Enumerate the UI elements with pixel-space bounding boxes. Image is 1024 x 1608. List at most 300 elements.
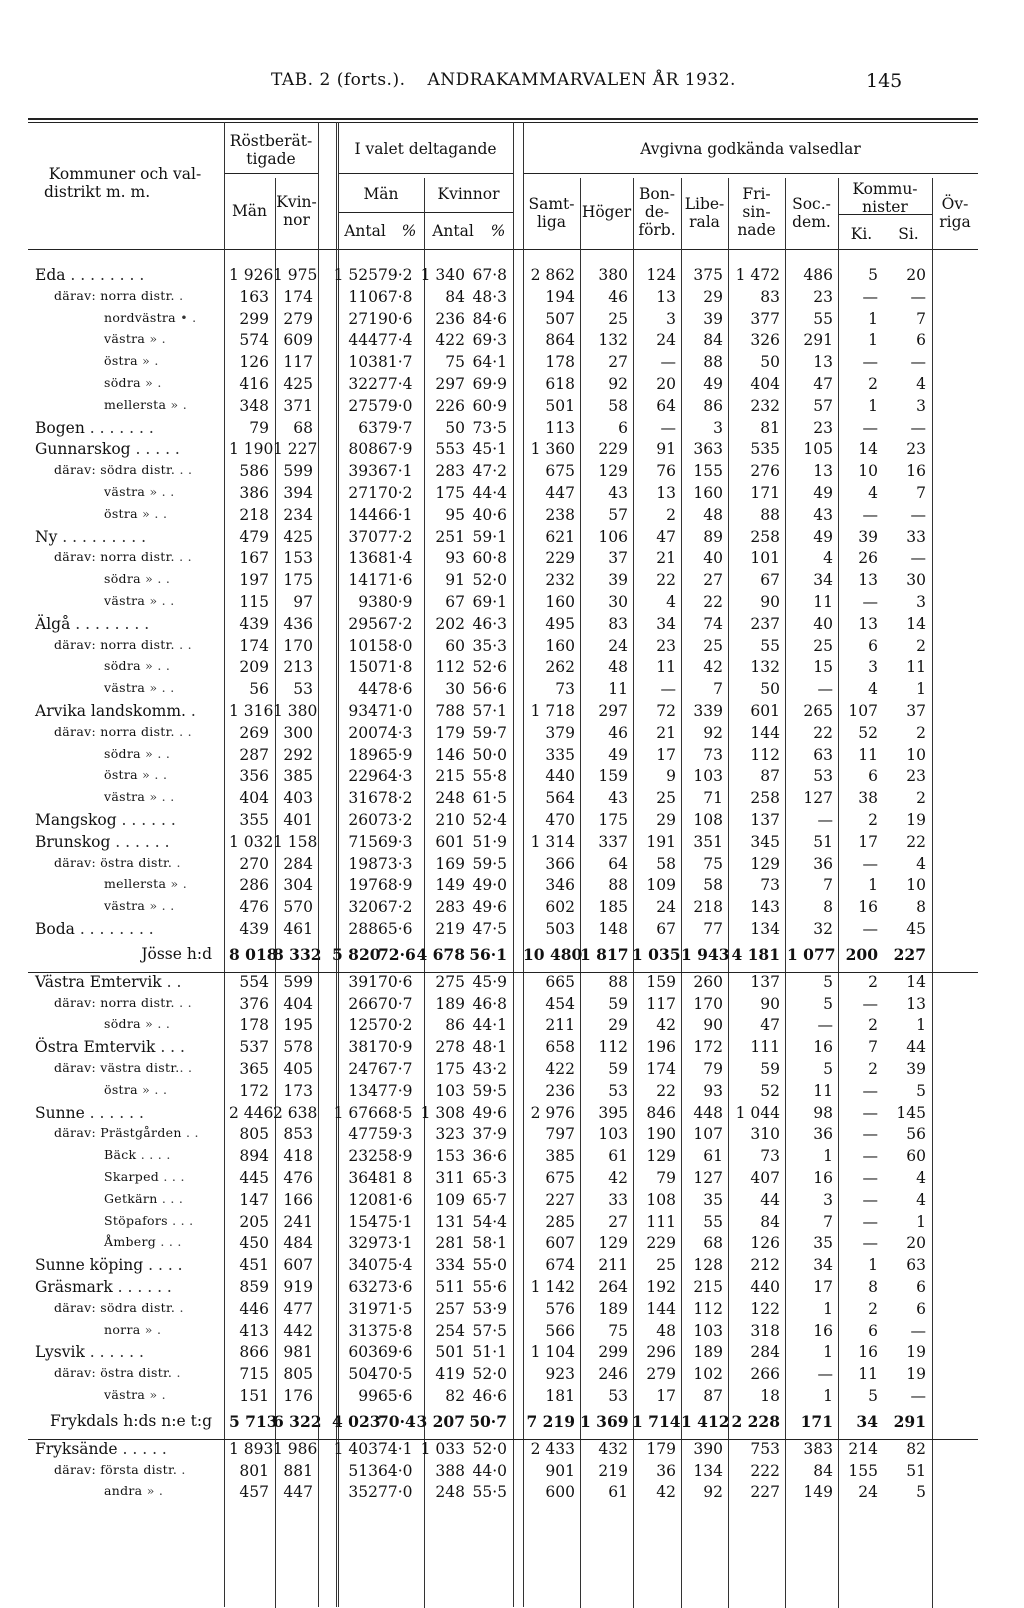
cell-value: 3 xyxy=(666,309,676,328)
cell-value: 23 xyxy=(906,767,926,786)
cell-value: 229 xyxy=(598,440,628,459)
cell-value: 19 xyxy=(906,811,926,829)
col-header-del-kvinnor: Kvinnor xyxy=(437,185,500,203)
deltagande-rule xyxy=(338,173,513,174)
cell-value: 323 xyxy=(435,1125,465,1144)
row-label: mellersta » . xyxy=(104,876,187,892)
cell-value: 476 xyxy=(239,898,269,917)
cell-value: 124 xyxy=(646,266,676,284)
cell-value: 618 xyxy=(545,375,575,393)
cell-value: — xyxy=(862,1234,878,1253)
cell-value: 385 xyxy=(545,1147,575,1166)
cell-value: 247 xyxy=(348,1060,378,1078)
cell-value: 56·1 xyxy=(469,944,507,964)
cell-value: 260 xyxy=(693,972,723,991)
cell-value: 5 820 xyxy=(332,944,381,964)
cell-value: 70·4 xyxy=(378,1411,416,1431)
cell-value: 257 xyxy=(435,1299,465,1318)
cell-value: 444 xyxy=(348,331,378,350)
table-row xyxy=(0,680,1024,701)
row-leader-dots: . xyxy=(177,1461,186,1477)
cell-value: 227 xyxy=(750,1483,780,1502)
summary-rule xyxy=(28,972,978,973)
table-row xyxy=(0,353,1024,374)
cell-value: 58 xyxy=(703,876,723,895)
cell-value: 120 xyxy=(348,1190,378,1209)
cell-value: 75 xyxy=(445,353,465,372)
cell-value: 59 xyxy=(760,1060,780,1078)
cell-value: 226 xyxy=(435,396,465,415)
cell-value: 246 xyxy=(598,1365,628,1384)
cell-value: 8 xyxy=(868,1278,878,1296)
cell-value: 172 xyxy=(693,1038,723,1057)
cell-value: 34 xyxy=(856,1411,878,1431)
cell-value: 4 xyxy=(823,549,833,568)
table-row xyxy=(0,615,1024,636)
cell-value: 137 xyxy=(750,972,780,991)
cell-value: 9 xyxy=(666,767,676,786)
cell-value: 61·5 xyxy=(472,789,507,808)
row-label: nordvästra • . xyxy=(104,309,197,325)
cell-value: 149 xyxy=(803,1483,833,1502)
cell-value: 16 xyxy=(858,898,878,917)
table-row xyxy=(0,462,1024,483)
cell-value: 171 xyxy=(750,484,780,502)
row-leader-dots: . . . . . . . . xyxy=(74,920,154,938)
cell-value: 300 xyxy=(283,723,313,742)
table-row xyxy=(0,266,1024,287)
cell-value: 81·7 xyxy=(378,353,413,372)
row-leader-dots: . . xyxy=(175,462,193,478)
table-row xyxy=(0,973,1024,994)
row-label: därav: södra distr. . . xyxy=(54,462,193,478)
cell-value: 95 xyxy=(445,505,465,524)
cell-value: 11 xyxy=(813,593,833,611)
cell-value: 425 xyxy=(283,375,313,393)
row-leader-dots: . . xyxy=(174,723,192,739)
table-row xyxy=(0,1440,1024,1461)
cell-value: 5 713 xyxy=(229,1411,278,1431)
cell-value: 13 xyxy=(813,462,833,481)
cell-value: 83 xyxy=(760,287,780,306)
table-row xyxy=(0,945,1024,966)
cell-value: 155 xyxy=(848,1461,878,1480)
cell-value: 60·9 xyxy=(472,396,507,415)
table-row xyxy=(0,702,1024,723)
row-label: därav: norra distr. . . xyxy=(54,549,192,565)
row-leader-dots: . xyxy=(174,287,184,303)
cell-value: 136 xyxy=(348,549,378,568)
cell-value: 1 033 xyxy=(420,1439,465,1458)
row-label: östra » . . xyxy=(104,505,168,521)
col-header-rostberattigade: Röstberät- tigade xyxy=(229,132,313,168)
cell-value: 67·8 xyxy=(378,287,413,306)
col-header-man: Män xyxy=(231,202,268,220)
cell-value: 495 xyxy=(545,614,575,633)
cell-value: 44·1 xyxy=(472,1016,507,1035)
cell-value: 271 xyxy=(348,309,378,328)
cell-value: 55 xyxy=(760,636,780,655)
cell-value: 109 xyxy=(435,1190,465,1209)
row-leader-dots: . . . xyxy=(155,1038,185,1057)
cell-value: 486 xyxy=(803,266,833,284)
row-leader-dots: » . . xyxy=(145,789,175,805)
cell-value: 919 xyxy=(283,1278,313,1296)
cell-value: 24 xyxy=(656,898,676,917)
row-label: andra » . xyxy=(104,1483,164,1499)
row-label: västra » . . xyxy=(104,789,175,805)
cell-value: 127 xyxy=(803,789,833,808)
col-header-kvinnor: Kvin- nor xyxy=(276,193,317,229)
page-header xyxy=(0,70,1024,94)
cell-value: 326 xyxy=(750,331,780,350)
cell-value: 213 xyxy=(283,658,313,677)
cell-value: 1 xyxy=(823,1343,833,1362)
table-row xyxy=(0,1278,1024,1299)
cell-value: 334 xyxy=(435,1256,465,1275)
cell-value: 339 xyxy=(693,702,723,720)
cell-value: 355 xyxy=(239,811,269,829)
table-row xyxy=(0,1191,1024,1212)
table-row xyxy=(0,1016,1024,1037)
cell-value: 150 xyxy=(348,658,378,677)
cell-value: 148 xyxy=(598,920,628,938)
page-caption xyxy=(271,70,736,90)
cell-value: 10 xyxy=(906,876,926,895)
cell-value: 265 xyxy=(803,702,833,720)
table-row xyxy=(0,528,1024,549)
cell-value: 74·3 xyxy=(378,723,413,742)
cell-value: 395 xyxy=(598,1103,628,1122)
cell-value: 1 158 xyxy=(273,832,318,851)
row-label: Bäck . . . . xyxy=(104,1147,171,1163)
cell-value: 36 xyxy=(813,1125,833,1144)
cell-value: 88 xyxy=(703,353,723,372)
cell-value: 310 xyxy=(750,1125,780,1144)
cell-value: 144 xyxy=(646,1299,676,1318)
page-number: 145 xyxy=(866,70,903,92)
cell-value: — xyxy=(910,287,926,306)
cell-value: 68·9 xyxy=(378,876,413,895)
cell-value: 52·0 xyxy=(472,1365,507,1384)
cell-value: 93 xyxy=(703,1081,723,1100)
cell-value: 47 xyxy=(813,375,833,393)
cell-value: 229 xyxy=(348,767,378,786)
cell-value: 981 xyxy=(283,1343,313,1362)
row-leader-dots: » . . xyxy=(145,593,175,608)
cell-value: 141 xyxy=(348,571,378,590)
cell-value: 17 xyxy=(858,832,878,851)
cell-value: 439 xyxy=(239,614,269,633)
row-leader-dots: . xyxy=(172,1365,181,1381)
cell-value: 1 893 xyxy=(229,1439,274,1458)
cell-value: 72·6 xyxy=(378,944,416,964)
row-leader-dots: » . . xyxy=(140,1016,171,1032)
cell-value: 1 718 xyxy=(530,702,575,720)
row-label: Bogen . . . . . . . xyxy=(35,418,154,437)
cell-value: 178 xyxy=(239,1016,269,1035)
cell-value: 67·1 xyxy=(378,462,413,481)
cell-value: 1 380 xyxy=(273,702,318,720)
row-label: därav: östra distr. . xyxy=(54,1365,181,1381)
cell-value: 56 xyxy=(906,1125,926,1144)
cell-value: 1 943 xyxy=(681,944,730,964)
cell-value: 42 xyxy=(656,1483,676,1502)
cell-value: 51·9 xyxy=(472,832,507,851)
cell-value: 126 xyxy=(750,1234,780,1253)
cell-value: 864 xyxy=(545,331,575,350)
table-row xyxy=(0,1412,1024,1433)
cell-value: — xyxy=(910,1387,926,1405)
cell-value: 271 xyxy=(348,484,378,502)
cell-value: 603 xyxy=(348,1343,378,1362)
col-header-liberala: Libe- rala xyxy=(684,195,725,231)
cell-value: 38 xyxy=(858,789,878,808)
cell-value: 78·2 xyxy=(378,789,413,808)
cell-value: 329 xyxy=(348,1234,378,1253)
row-label: Ny . . . . . . . . . xyxy=(35,527,147,546)
cell-value: 5 xyxy=(823,1060,833,1078)
row-label: därav: Prästgården . . xyxy=(54,1125,199,1141)
cell-value: 501 xyxy=(435,1343,465,1362)
cell-value: 58 xyxy=(608,396,628,415)
cell-value: 144 xyxy=(750,723,780,742)
cell-value: 71·6 xyxy=(378,571,413,590)
cell-value: 1 xyxy=(823,1299,833,1318)
row-label: Jösse h:d xyxy=(141,944,212,963)
row-label: därav: södra distr. . xyxy=(54,1299,184,1315)
cell-value: 236 xyxy=(435,309,465,328)
cell-value: 296 xyxy=(646,1343,676,1362)
cell-value: 30 xyxy=(906,571,926,590)
cell-value: 7 xyxy=(713,680,723,699)
table-row xyxy=(0,440,1024,461)
cell-value: 77·4 xyxy=(378,331,413,350)
cell-value: 160 xyxy=(545,593,575,611)
cell-value: 503 xyxy=(545,920,575,938)
cell-value: 63 xyxy=(813,745,833,764)
cell-value: 284 xyxy=(283,854,313,873)
row-leader-dots: » . xyxy=(145,1387,166,1402)
cell-value: 419 xyxy=(435,1365,465,1384)
cell-value: 2 446 xyxy=(229,1103,274,1122)
cell-value: 7 xyxy=(916,484,926,502)
cell-value: 375 xyxy=(693,266,723,284)
cell-value: 1 975 xyxy=(273,266,318,284)
cell-value: 404 xyxy=(283,994,313,1013)
row-leader-dots: » . . xyxy=(140,745,171,761)
cell-value: — xyxy=(862,353,878,372)
row-label: västra » . . xyxy=(104,593,175,608)
row-leader-dots: » . . xyxy=(145,484,175,499)
cell-value: 200 xyxy=(348,723,378,742)
cell-value: 6 xyxy=(868,767,878,786)
cell-value: 17 xyxy=(656,745,676,764)
cell-value: 69·6 xyxy=(378,1343,413,1362)
cell-value: 4 xyxy=(666,593,676,611)
cell-value: 934 xyxy=(348,702,378,720)
cell-value: 69·9 xyxy=(472,375,507,393)
cell-value: 578 xyxy=(283,1038,313,1057)
cell-value: 79·2 xyxy=(378,266,413,284)
cell-value: 454 xyxy=(545,994,575,1013)
cell-value: 67·7 xyxy=(378,1060,413,1078)
cell-value: — xyxy=(862,1147,878,1166)
cell-value: 175 xyxy=(435,1060,465,1078)
cell-value: 67·8 xyxy=(472,266,507,284)
row-label: Getkärn . . . xyxy=(104,1190,184,1206)
cell-value: — xyxy=(862,1212,878,1231)
rostber-rule xyxy=(224,173,318,174)
cell-value: 55·6 xyxy=(472,1278,507,1296)
cell-value: 13 xyxy=(656,484,676,502)
cell-value: 65·3 xyxy=(472,1169,507,1187)
cell-value: 29 xyxy=(656,811,676,829)
cell-value: 103 xyxy=(693,767,723,786)
cell-value: 451 xyxy=(239,1256,269,1275)
cell-value: 1 714 xyxy=(632,1411,681,1431)
cell-value: 211 xyxy=(545,1016,575,1035)
cell-value: 2 xyxy=(868,972,878,991)
cell-value: 241 xyxy=(283,1212,313,1231)
cell-value: 29 xyxy=(703,287,723,306)
cell-value: 110 xyxy=(348,287,378,306)
row-label: södra » . . xyxy=(104,571,171,587)
cell-value: 788 xyxy=(435,702,465,720)
row-label: västra » . xyxy=(104,1387,166,1402)
cell-value: 450 xyxy=(239,1234,269,1253)
cell-value: 432 xyxy=(598,1439,628,1458)
table-row xyxy=(0,898,1024,919)
cell-value: 340 xyxy=(348,1256,378,1275)
cell-value: 30 xyxy=(608,593,628,611)
cell-value: 48·1 xyxy=(472,1038,507,1057)
cell-value: 103 xyxy=(435,1081,465,1100)
row-label: mellersta » . xyxy=(104,396,187,412)
cell-value: 36·6 xyxy=(472,1147,507,1166)
row-leader-dots: . . xyxy=(174,549,192,565)
cell-value: 674 xyxy=(545,1256,575,1275)
cell-value: 160 xyxy=(693,484,723,502)
cell-value: 93 xyxy=(445,549,465,568)
cell-value: 42 xyxy=(703,658,723,677)
row-label: därav: första distr. . xyxy=(54,1461,186,1477)
cell-value: — xyxy=(910,353,926,372)
cell-value: 2 xyxy=(868,1060,878,1078)
cell-value: 570 xyxy=(283,898,313,917)
cell-value: 1 035 xyxy=(632,944,681,964)
col-header-pct: % xyxy=(401,222,417,240)
row-leader-dots: . . . . . . xyxy=(116,811,176,829)
cell-value: 108 xyxy=(693,811,723,829)
cell-value: 137 xyxy=(750,811,780,829)
cell-value: 145 xyxy=(896,1103,926,1122)
cell-value: 17 xyxy=(813,1278,833,1296)
cell-value: 57 xyxy=(813,396,833,415)
cell-value: 254 xyxy=(435,1321,465,1340)
cell-value: 44·4 xyxy=(472,484,507,502)
cell-value: 82 xyxy=(906,1439,926,1458)
cell-value: 25 xyxy=(656,789,676,808)
table-row xyxy=(0,1147,1024,1168)
cell-value: 34 xyxy=(813,571,833,590)
cell-value: 112 xyxy=(693,1299,723,1318)
cell-value: 219 xyxy=(435,920,465,938)
cell-value: — xyxy=(660,353,676,372)
row-label: därav: norra distr. . . xyxy=(54,636,192,652)
cell-value: 55·0 xyxy=(472,1256,507,1275)
cell-value: 846 xyxy=(646,1103,676,1122)
cell-value: 56·6 xyxy=(472,680,507,699)
cell-value: 127 xyxy=(693,1169,723,1187)
cell-value: 599 xyxy=(283,462,313,481)
cell-value: 805 xyxy=(239,1125,269,1144)
cell-value: 621 xyxy=(545,527,575,546)
cell-value: 607 xyxy=(545,1234,575,1253)
col-header-si: Si. xyxy=(898,225,919,243)
cell-value: 477 xyxy=(348,1125,378,1144)
cell-value: 57·5 xyxy=(472,1321,507,1340)
cell-value: — xyxy=(817,680,833,699)
cell-value: 440 xyxy=(750,1278,780,1296)
row-leader-dots: » . . xyxy=(137,767,168,783)
cell-value: 59 xyxy=(608,1060,628,1078)
row-leader-dots: . . . . xyxy=(136,1147,171,1163)
row-label: västra » . xyxy=(104,331,166,347)
cell-value: 3 xyxy=(823,1190,833,1209)
table-row xyxy=(0,724,1024,745)
cell-value: 45·1 xyxy=(472,440,507,459)
cell-value: — xyxy=(910,1321,926,1340)
cell-value: 283 xyxy=(435,462,465,481)
cell-value: 6 xyxy=(916,331,926,350)
cell-value: 52·4 xyxy=(472,811,507,829)
row-label: därav: norra distr. . . xyxy=(54,994,192,1010)
cell-value: — xyxy=(862,1190,878,1209)
cell-value: 335 xyxy=(545,745,575,764)
top-rule xyxy=(28,118,978,120)
cell-value: 2 xyxy=(666,505,676,524)
cell-value: 22 xyxy=(656,571,676,590)
row-label: södra » . . xyxy=(104,1016,171,1032)
row-leader-dots: . xyxy=(175,1299,184,1315)
cell-value: 112 xyxy=(435,658,465,677)
col-header-pct-2: % xyxy=(490,222,506,240)
cell-value: 19 xyxy=(906,1343,926,1362)
cell-value: 58 xyxy=(656,854,676,873)
cell-value: 83 xyxy=(608,614,628,633)
cell-value: 554 xyxy=(239,972,269,991)
cell-value: 51·1 xyxy=(472,1343,507,1362)
cell-value: 60 xyxy=(445,636,465,655)
cell-value: 46 xyxy=(608,723,628,742)
col-header-antal: Antal xyxy=(344,222,386,240)
table-row xyxy=(0,1256,1024,1277)
cell-value: 111 xyxy=(750,1038,780,1057)
cell-value: 67 xyxy=(656,920,676,938)
cell-value: 200 xyxy=(845,944,878,964)
cell-value: 79·7 xyxy=(378,418,413,437)
cell-value: 50·7 xyxy=(469,1411,507,1431)
cell-value: 43·2 xyxy=(472,1060,507,1078)
cell-value: 24 xyxy=(608,636,628,655)
cell-value: 262 xyxy=(545,658,575,677)
cell-value: 58·1 xyxy=(472,1234,507,1253)
cell-value: 59 xyxy=(608,994,628,1013)
cell-value: 68 xyxy=(703,1234,723,1253)
cell-value: 470 xyxy=(545,811,575,829)
cell-value: 175 xyxy=(598,811,628,829)
